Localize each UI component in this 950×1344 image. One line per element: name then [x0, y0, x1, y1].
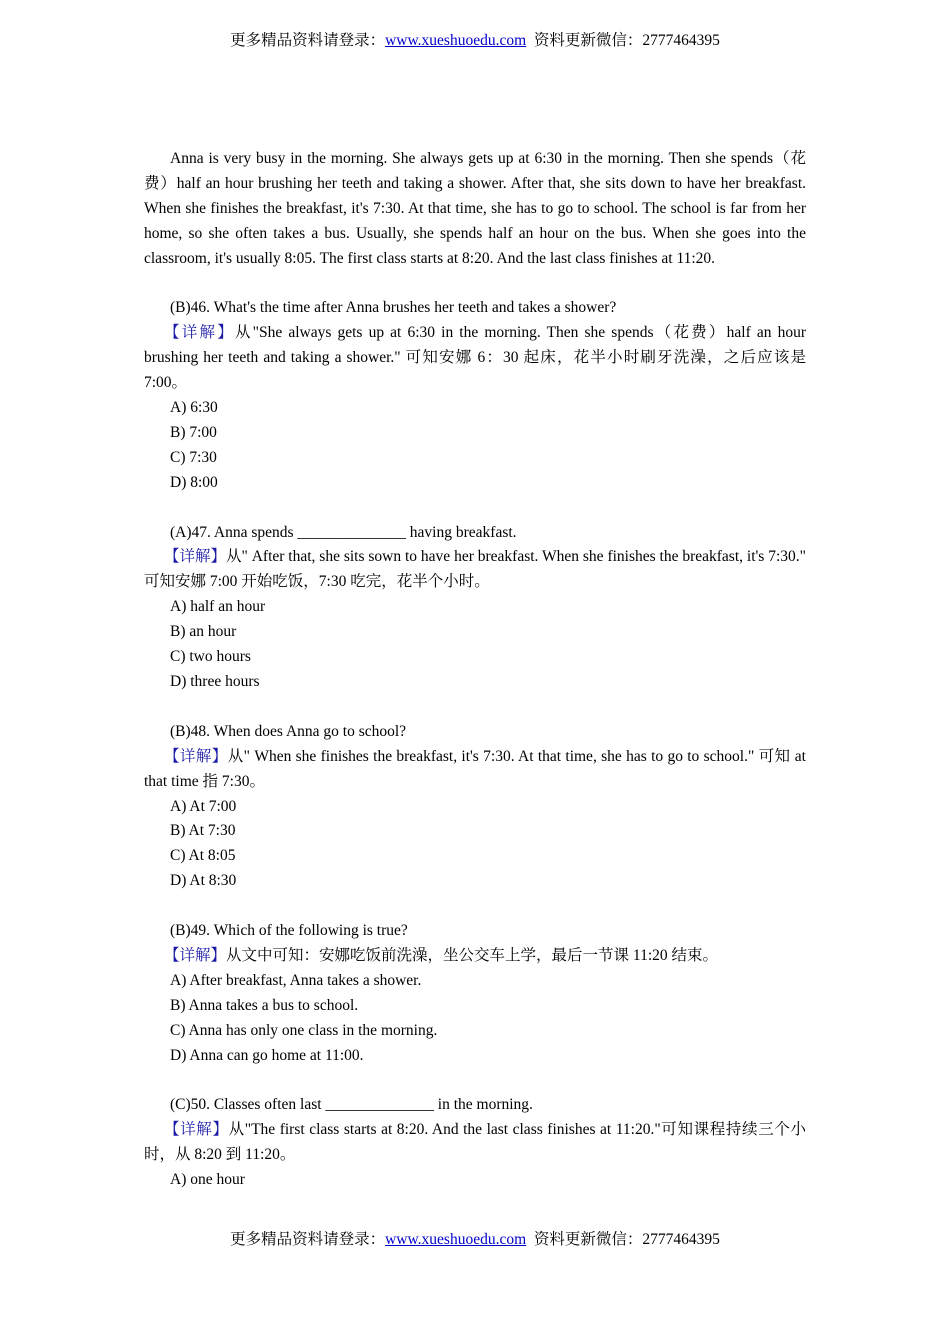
explain-tag: 【详解】 — [164, 1121, 229, 1139]
option: C) 7:30 — [170, 448, 217, 466]
footer-link[interactable]: www.xueshuoedu.com — [385, 1231, 527, 1248]
option: C) At 8:05 — [170, 847, 236, 865]
question-stem: (B)48. When does Anna go to school? — [170, 722, 407, 740]
header-suffix: 资料更新微信：2777464395 — [533, 32, 720, 49]
question-explanation: 【详解】从"The first class starts at 8:20. And the last class finishes at 11:20."可知课程持续三个小时，从 8:20 到 11:20。 — [144, 1121, 806, 1164]
option: B) an hour — [170, 623, 237, 641]
reading-passage: Anna is very busy in the morning. She always gets up at 6:30 in the morning. Then she spends（花费）half an hour brushing her teeth and taking a shower. After that, she sits down to have her breakfast. When she finishes the breakfast, it's 7:30. At that time, she has to go to school. The school is far from her home, so she often takes a bus. Usually, she spends half an hour on the bus. When she goes into the classroom, it's usually 8:05. The first class starts at 8:20. And the last class finishes at 11:20. — [144, 150, 806, 267]
explain-tag: 【详解】 — [164, 946, 227, 964]
question-47 — [144, 521, 806, 695]
page-header — [0, 31, 950, 51]
document-body — [144, 147, 806, 1193]
page-footer — [0, 1230, 950, 1250]
explain-tag: 【详解】 — [164, 548, 227, 566]
question-50 — [144, 1093, 806, 1193]
header-prefix: 更多精品资料请登录： — [230, 32, 386, 49]
option: A) At 7:00 — [170, 797, 237, 815]
question-stem: (A)47. Anna spends ______________ having breakfast. — [170, 523, 517, 541]
question-46 — [144, 296, 806, 495]
option: C) two hours — [170, 648, 251, 666]
question-explanation: 【详解】从文中可知：安娜吃饭前洗澡，坐公交车上学，最后一节课 11:20 结束。 — [164, 946, 718, 964]
option: D) Anna can go home at 11:00. — [170, 1046, 364, 1064]
option: A) one hour — [170, 1171, 245, 1189]
explain-tag: 【详解】 — [164, 324, 235, 342]
question-explanation: 【详解】从"She always gets up at 6:30 in the morning. Then she spends（花费）half an hour brushing her teeth and taking a shower." 可知安娜 6：30 起床，花半小时刷牙洗澡，之后应该是 7:00。 — [144, 324, 806, 392]
option: A) 6:30 — [170, 399, 218, 417]
option: D) three hours — [170, 673, 260, 690]
question-48 — [144, 720, 806, 894]
option: C) Anna has only one class in the morning. — [170, 1021, 438, 1039]
question-stem: (B)46. What's the time after Anna brushes her teeth and takes a shower? — [170, 299, 617, 317]
option: B) Anna takes a bus to school. — [170, 996, 359, 1014]
option: A) After breakfast, Anna takes a shower. — [170, 971, 422, 989]
option: D) 8:00 — [170, 473, 218, 491]
option: B) At 7:30 — [170, 822, 236, 840]
footer-prefix: 更多精品资料请登录： — [230, 1231, 386, 1248]
question-stem: (C)50. Classes often last ______________ in the morning. — [170, 1096, 533, 1114]
footer-suffix: 资料更新微信：2777464395 — [533, 1231, 720, 1248]
question-explanation: 【详解】从" After that, she sits sown to have her breakfast. When she finishes the breakfast, it's 7:30." 可知安娜 7:00 开始吃饭，7:30 吃完，花半个小时。 — [144, 548, 806, 591]
option: A) half an hour — [170, 598, 266, 616]
option: D) At 8:30 — [170, 872, 237, 890]
header-link[interactable]: www.xueshuoedu.com — [385, 32, 527, 49]
question-49 — [144, 919, 806, 1068]
question-stem: (B)49. Which of the following is true? — [170, 922, 408, 940]
option: B) 7:00 — [170, 423, 217, 441]
question-explanation: 【详解】从" When she finishes the breakfast, it's 7:30. At that time, she has to go to school." 可知 at that time 指 7:30。 — [144, 747, 806, 790]
explain-tag: 【详解】 — [164, 747, 228, 765]
